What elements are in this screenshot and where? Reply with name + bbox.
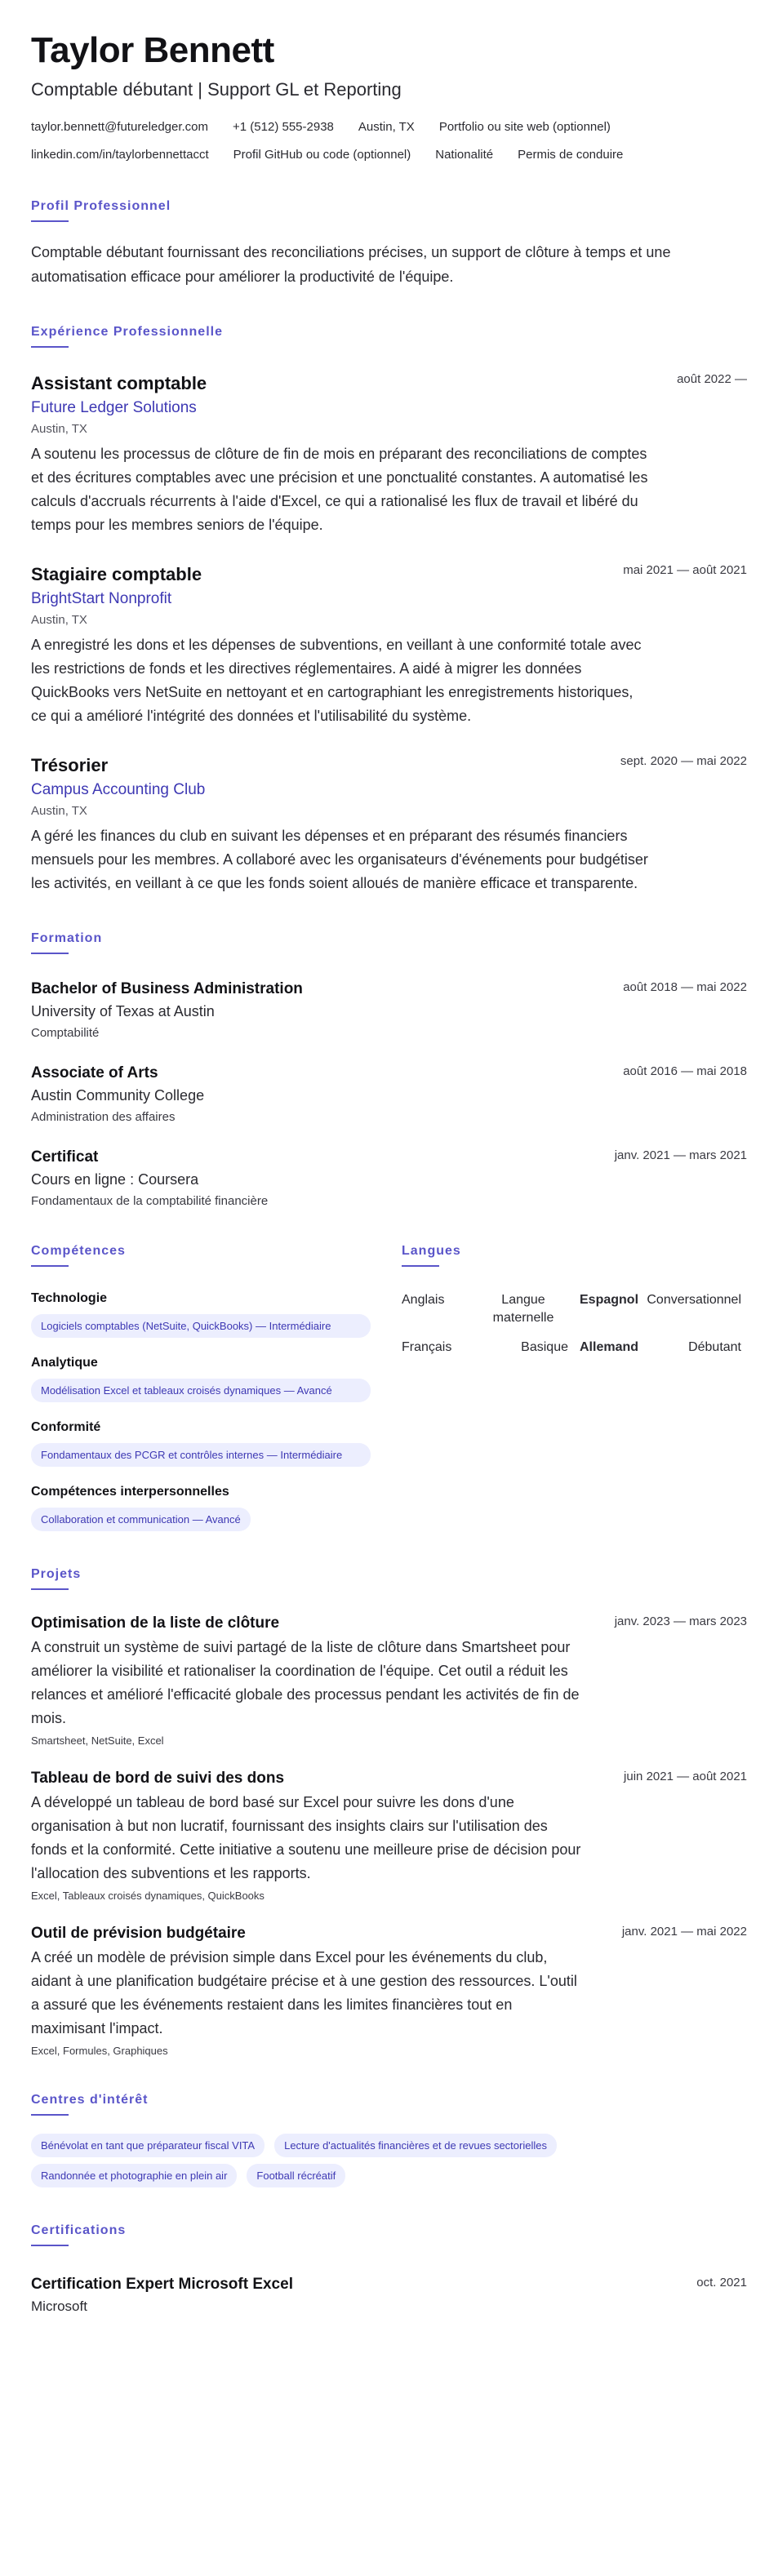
language-row	[402, 1291, 741, 1327]
contact-location: Austin, TX	[358, 120, 415, 134]
contact-portfolio[interactable]: Portfolio ou site web (optionnel)	[438, 120, 611, 134]
contact-info	[31, 119, 747, 163]
interest-tag: Bénévolat en tant que préparateur fiscal VITA	[31, 2134, 265, 2157]
job-description: A enregistré les dons et les dépenses de subventions, en veillant à une conformité totale avec les restrictions de fonds et les directives réglementaires. A aidé à migrer les données QuickBooks vers NetSuite en nettoyant et en cartographiant les enregistrements historiques, ce qui a amélioré l'intégrité des données et l'utilisabilité du système.	[31, 637, 642, 724]
section-divider	[31, 1588, 69, 1590]
section-divider	[31, 2245, 69, 2246]
project-entry	[31, 1770, 747, 1902]
interest-tags	[31, 2134, 747, 2187]
job-description: A soutenu les processus de clôture de fin de mois en préparant des reconciliations de comptes et des écritures comptables avec une précision et une ponctualité constantes. A automatisé les calculs d'accruals récurrents à l'aide d'Excel, ce qui a rationalisé les flux de travail et libéré du temps pour les membres seniors de l'équipe.	[31, 446, 648, 533]
experience-entry	[31, 563, 747, 728]
certification-issuer: Microsoft	[31, 2298, 87, 2314]
section-title: Formation	[31, 931, 103, 945]
education-section	[31, 931, 747, 1208]
field-of-study: Administration des affaires	[31, 1110, 176, 1124]
skill-group	[31, 1485, 371, 1531]
section-divider	[31, 1265, 69, 1267]
degree: Bachelor of Business Administration	[31, 980, 303, 997]
entry-dates: août 2018 — mai 2022	[623, 980, 747, 994]
skill-tag: Fondamentaux des PCGR et contrôles internes — Intermédiaire	[31, 1443, 371, 1467]
entry-dates: oct. 2021	[696, 2276, 747, 2290]
section-title: Compétences	[31, 1244, 126, 1258]
section-divider	[31, 953, 69, 954]
company-name: Campus Accounting Club	[31, 781, 206, 798]
skill-group	[31, 1356, 371, 1402]
language-entry	[571, 1291, 741, 1309]
contact-phone[interactable]: +1 (512) 555-2938	[233, 120, 334, 134]
company-name: Future Ledger Solutions	[31, 399, 197, 416]
section-title: Projets	[31, 1567, 82, 1581]
project-name: Outil de prévision budgétaire	[31, 1925, 246, 1942]
project-entry	[31, 1925, 747, 2057]
language-entry	[571, 1339, 741, 1357]
language-level: Conversationnel	[647, 1293, 741, 1307]
section-title: Expérience Professionnelle	[31, 325, 223, 339]
contact-license: Permis de conduire	[518, 148, 624, 162]
school: Austin Community College	[31, 1087, 205, 1104]
language-entry	[402, 1291, 571, 1327]
job-location: Austin, TX	[31, 422, 87, 436]
education-entry	[31, 1148, 747, 1208]
education-entry	[31, 980, 747, 1040]
education-entry	[31, 1064, 747, 1124]
languages-section	[402, 1244, 747, 1531]
entry-dates: janv. 2023 — mars 2023	[614, 1614, 747, 1628]
contact-email[interactable]: taylor.bennett@futureledger.com	[31, 120, 209, 134]
job-description: A géré les finances du club en suivant les dépenses et en préparant des résumés financiers mensuels pour les membres. A collaboré avec les organisateurs d'événements pour budgétiser les activités, en veillant à ce que les fonds soient alloués de manière efficace et transparente.	[31, 828, 648, 891]
entry-dates: mai 2021 — août 2021	[623, 563, 747, 577]
field-of-study: Comptabilité	[31, 1026, 100, 1040]
experience-section	[31, 325, 747, 895]
language-level: Basique	[521, 1340, 568, 1354]
school: Cours en ligne : Coursera	[31, 1171, 199, 1188]
certifications-section	[31, 2223, 747, 2315]
contact-nationality: Nationalité	[435, 148, 494, 162]
section-divider	[31, 346, 69, 348]
project-name: Optimisation de la liste de clôture	[31, 1614, 280, 1632]
project-name: Tableau de bord de suivi des dons	[31, 1770, 285, 1787]
certification-name: Certification Expert Microsoft Excel	[31, 2276, 293, 2293]
job-title: Trésorier	[31, 755, 109, 775]
project-description: A construit un système de suivi partagé de la liste de clôture dans Smartsheet pour améliorer la visibilité et rationaliser la coordination de l'équipe. Cet outil a réduit les relances et amélioré l'efficacité globale des processus pendant les activités de fin de mois.	[31, 1639, 580, 1726]
skill-group	[31, 1291, 371, 1338]
contact-github[interactable]: Profil GitHub ou code (optionnel)	[233, 148, 411, 162]
skill-category: Analytique	[31, 1356, 98, 1370]
entry-dates: août 2016 — mai 2018	[623, 1064, 747, 1078]
project-tech: Excel, Formules, Graphiques	[31, 2045, 168, 2057]
section-divider	[402, 1265, 439, 1267]
language-name: Anglais	[402, 1293, 445, 1307]
language-level: Langue maternelle	[492, 1293, 554, 1325]
section-title: Langues	[402, 1244, 461, 1258]
profile-section	[31, 199, 747, 289]
language-level: Débutant	[688, 1340, 741, 1354]
skill-tag: Logiciels comptables (NetSuite, QuickBooks) — Intermédiaire	[31, 1314, 371, 1338]
interest-tag: Randonnée et photographie en plein air	[31, 2164, 237, 2187]
job-location: Austin, TX	[31, 613, 87, 627]
company-name: BrightStart Nonprofit	[31, 590, 172, 607]
candidate-name: Taylor Bennett	[31, 30, 274, 70]
skills-section	[31, 1244, 371, 1531]
project-tech: Excel, Tableaux croisés dynamiques, QuickBooks	[31, 1890, 265, 1902]
certification-entry	[31, 2276, 747, 2315]
entry-dates: janv. 2021 — mars 2021	[614, 1148, 747, 1162]
skill-tag: Modélisation Excel et tableaux croisés dynamiques — Avancé	[31, 1379, 371, 1402]
interest-tag: Lecture d'actualités financières et de revues sectorielles	[274, 2134, 557, 2157]
job-title: Assistant comptable	[31, 373, 207, 393]
project-description: A créé un modèle de prévision simple dans Excel pour les événements du club, aidant à une planification budgétaire précise et à une gestion des ressources. L'outil a assuré que les événements restaient dans les limites financières tout en maximisant l'impact.	[31, 1949, 577, 2036]
entry-dates: août 2022 —	[677, 372, 747, 386]
experience-entry	[31, 754, 747, 895]
interests-section	[31, 2093, 747, 2187]
header	[31, 29, 747, 163]
entry-dates: janv. 2021 — mai 2022	[621, 1925, 747, 1939]
headline: Comptable débutant | Support GL et Reporting	[31, 79, 402, 100]
section-divider	[31, 2114, 69, 2116]
degree: Associate of Arts	[31, 1064, 158, 1081]
entry-dates: juin 2021 — août 2021	[624, 1770, 747, 1783]
degree: Certificat	[31, 1148, 99, 1166]
skills-languages-row	[31, 1244, 747, 1531]
school: University of Texas at Austin	[31, 1003, 215, 1019]
profile-summary: Comptable débutant fournissant des reconciliations précises, un support de clôture à temps et une automatisation efficace pour améliorer la productivité de l'équipe.	[31, 244, 671, 285]
contact-linkedin[interactable]: linkedin.com/in/taylorbennettacct	[31, 148, 209, 162]
interest-tag: Football récréatif	[247, 2164, 345, 2187]
skill-category: Compétences interpersonnelles	[31, 1485, 229, 1499]
project-tech: Smartsheet, NetSuite, Excel	[31, 1734, 164, 1747]
language-name: Français	[402, 1340, 452, 1354]
section-title: Centres d'intérêt	[31, 2093, 149, 2107]
skill-category: Technologie	[31, 1291, 108, 1305]
skill-group	[31, 1420, 371, 1467]
field-of-study: Fondamentaux de la comptabilité financière	[31, 1194, 269, 1208]
skill-tag: Collaboration et communication — Avancé	[31, 1508, 251, 1531]
language-name: Espagnol	[580, 1293, 639, 1307]
language-row	[402, 1339, 741, 1357]
project-entry	[31, 1614, 747, 1747]
experience-entry	[31, 372, 747, 537]
language-name: Allemand	[580, 1340, 639, 1354]
languages-table	[402, 1291, 741, 1357]
project-description: A développé un tableau de bord basé sur Excel pour suivre les dons d'une organisation à but non lucratif, fournissant des insights clairs sur l'utilisation des fonds et la conformité. Cette initiative a soutenu une meilleure prise de décision pour l'allocation des subventions et les rapports.	[31, 1794, 581, 1881]
projects-section	[31, 1567, 747, 2057]
job-location: Austin, TX	[31, 804, 87, 818]
job-title: Stagiaire comptable	[31, 564, 202, 584]
skill-category: Conformité	[31, 1420, 101, 1434]
section-title: Profil Professionnel	[31, 199, 171, 213]
section-divider	[31, 220, 69, 222]
language-entry	[402, 1339, 571, 1357]
entry-dates: sept. 2020 — mai 2022	[620, 754, 747, 768]
section-title: Certifications	[31, 2223, 127, 2237]
